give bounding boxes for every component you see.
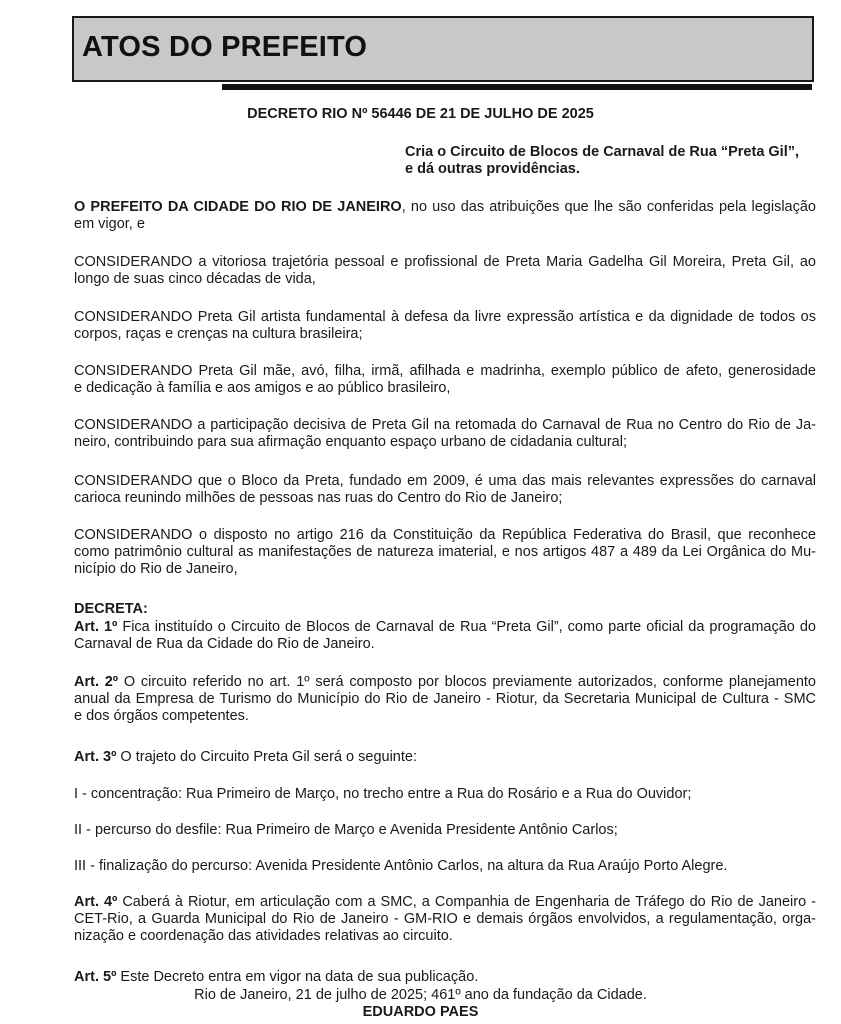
considerando-4 bbox=[74, 417, 816, 451]
decree-summary bbox=[405, 144, 825, 178]
preamble-text: , no uso das atribuições que lhe são conferidas pela legislação bbox=[401, 199, 817, 215]
considerando-line: corpos, raças e crenças na cultura brasileira; bbox=[74, 326, 363, 342]
route-item-3 bbox=[74, 858, 816, 875]
article-label: Art. 2º bbox=[74, 674, 119, 690]
considerando-5 bbox=[74, 473, 816, 507]
considerando-6 bbox=[74, 527, 816, 578]
decreta-label bbox=[74, 601, 816, 618]
considerando-1 bbox=[74, 254, 816, 288]
considerando-line: CONSIDERANDO o disposto no artigo 216 da Constituição da República Federativa do Brasil, que reconhece bbox=[74, 527, 816, 543]
article-1 bbox=[74, 619, 816, 653]
preamble-authority: O PREFEITO DA CIDADE DO RIO DE JANEIRO bbox=[74, 199, 402, 215]
considerando-line: carioca reunindo milhões de pessoas nas ruas do Centro do Rio de Janeiro; bbox=[74, 490, 563, 506]
article-text: Fica instituído o Circuito de Blocos de Carnaval de Rua “Preta Gil”, como parte oficial da programação do bbox=[117, 619, 816, 635]
route-item-text: II - percurso do desfile: Rua Primeiro de Março e Avenida Presidente Antônio Carlos; bbox=[74, 822, 618, 838]
route-item-1 bbox=[74, 786, 816, 803]
considerando-line: CONSIDERANDO a vitoriosa trajetória pessoal e profissional de Preta Maria Gadelha Gil Moreira, Preta Gil, ao bbox=[74, 254, 816, 270]
article-text: O circuito referido no art. 1º será composto por blocos previamente autorizados, conforme planejamento bbox=[118, 674, 816, 690]
considerando-line: neiro, contribuindo para sua afirmação enquanto espaço urbano de cidadania cultural; bbox=[74, 434, 627, 450]
article-text: Este Decreto entra em vigor na data de sua publicação. bbox=[116, 969, 479, 985]
article-2 bbox=[74, 674, 816, 725]
article-label: Art. 3º bbox=[74, 749, 117, 765]
considerando-line: nicípio do Rio de Janeiro, bbox=[74, 561, 238, 577]
article-label: Art. 1º bbox=[74, 619, 118, 635]
article-text: O trajeto do Circuito Preta Gil será o seguinte: bbox=[116, 749, 417, 765]
place-and-date: Rio de Janeiro, 21 de julho de 2025; 461º ano da fundação da Cidade. bbox=[194, 987, 647, 1003]
article-text: anual da Empresa de Turismo do Município do Rio de Janeiro - Riotur, da Secretaria Municipal de Cultura - SMC bbox=[74, 691, 816, 707]
article-text: e dos órgãos competentes. bbox=[74, 708, 249, 724]
article-3 bbox=[74, 749, 816, 766]
article-4 bbox=[74, 894, 816, 945]
considerando-line: e dedicação à família e aos amigos e ao público brasileiro, bbox=[74, 380, 451, 396]
signatory-name: EDUARDO PAES bbox=[362, 1004, 479, 1020]
route-item-text: I - concentração: Rua Primeiro de Março, no trecho entre a Rua do Rosário e a Rua do Ouvidor; bbox=[74, 786, 692, 802]
article-text: nização e coordenação das atividades relativas ao circuito. bbox=[74, 928, 453, 944]
considerando-line: CONSIDERANDO a participação decisiva de Preta Gil na retomada do Carnaval de Rua no Centro do Rio de Ja- bbox=[74, 417, 816, 433]
preamble bbox=[74, 199, 816, 233]
summary-line: e dá outras providências. bbox=[405, 161, 580, 177]
article-label: Art. 4º bbox=[74, 894, 118, 910]
considerando-line: CONSIDERANDO que o Bloco da Preta, fundado em 2009, é uma das mais relevantes expressões do carnaval bbox=[74, 473, 816, 489]
considerando-3 bbox=[74, 363, 816, 397]
considerando-line: longo de suas cinco décadas de vida, bbox=[74, 271, 316, 287]
route-item-text: III - finalização do percurso: Avenida Presidente Antônio Carlos, na altura da Rua Araújo Porto Alegre. bbox=[74, 858, 728, 874]
considerando-line: CONSIDERANDO Preta Gil mãe, avó, filha, irmã, afilhada e madrinha, exemplo público de afeto, generosidade bbox=[74, 363, 816, 379]
article-5 bbox=[74, 969, 816, 986]
article-text: Caberá à Riotur, em articulação com a SMC, a Companhia de Engenharia de Tráfego do Rio de Janeiro - bbox=[117, 894, 816, 910]
decreta-heading: DECRETA: bbox=[74, 601, 148, 617]
decree-title: DECRETO RIO Nº 56446 DE 21 DE JULHO DE 2025 bbox=[247, 106, 594, 122]
considerando-line: CONSIDERANDO Preta Gil artista fundamental à defesa da livre expressão artística e da dignidade de todos os bbox=[74, 309, 816, 325]
route-item-2 bbox=[74, 822, 816, 839]
section-header bbox=[72, 16, 814, 82]
article-text: CET-Rio, a Guarda Municipal do Rio de Janeiro - GM-RIO e demais órgãos envolvidos, a regulamentação, orga- bbox=[74, 911, 816, 927]
header-rule bbox=[222, 84, 812, 90]
considerando-2 bbox=[74, 309, 816, 343]
preamble-text: em vigor, e bbox=[74, 216, 145, 232]
considerando-line: como patrimônio cultural as manifestações de natureza imaterial, e nos artigos 487 a 489 da Lei Orgânica do Mu- bbox=[74, 544, 816, 560]
section-title: ATOS DO PREFEITO bbox=[82, 31, 368, 63]
article-text: Carnaval de Rua da Cidade do Rio de Janeiro. bbox=[74, 636, 375, 652]
summary-line: Cria o Circuito de Blocos de Carnaval de Rua “Preta Gil”, bbox=[405, 144, 800, 160]
article-label: Art. 5º bbox=[74, 969, 117, 985]
